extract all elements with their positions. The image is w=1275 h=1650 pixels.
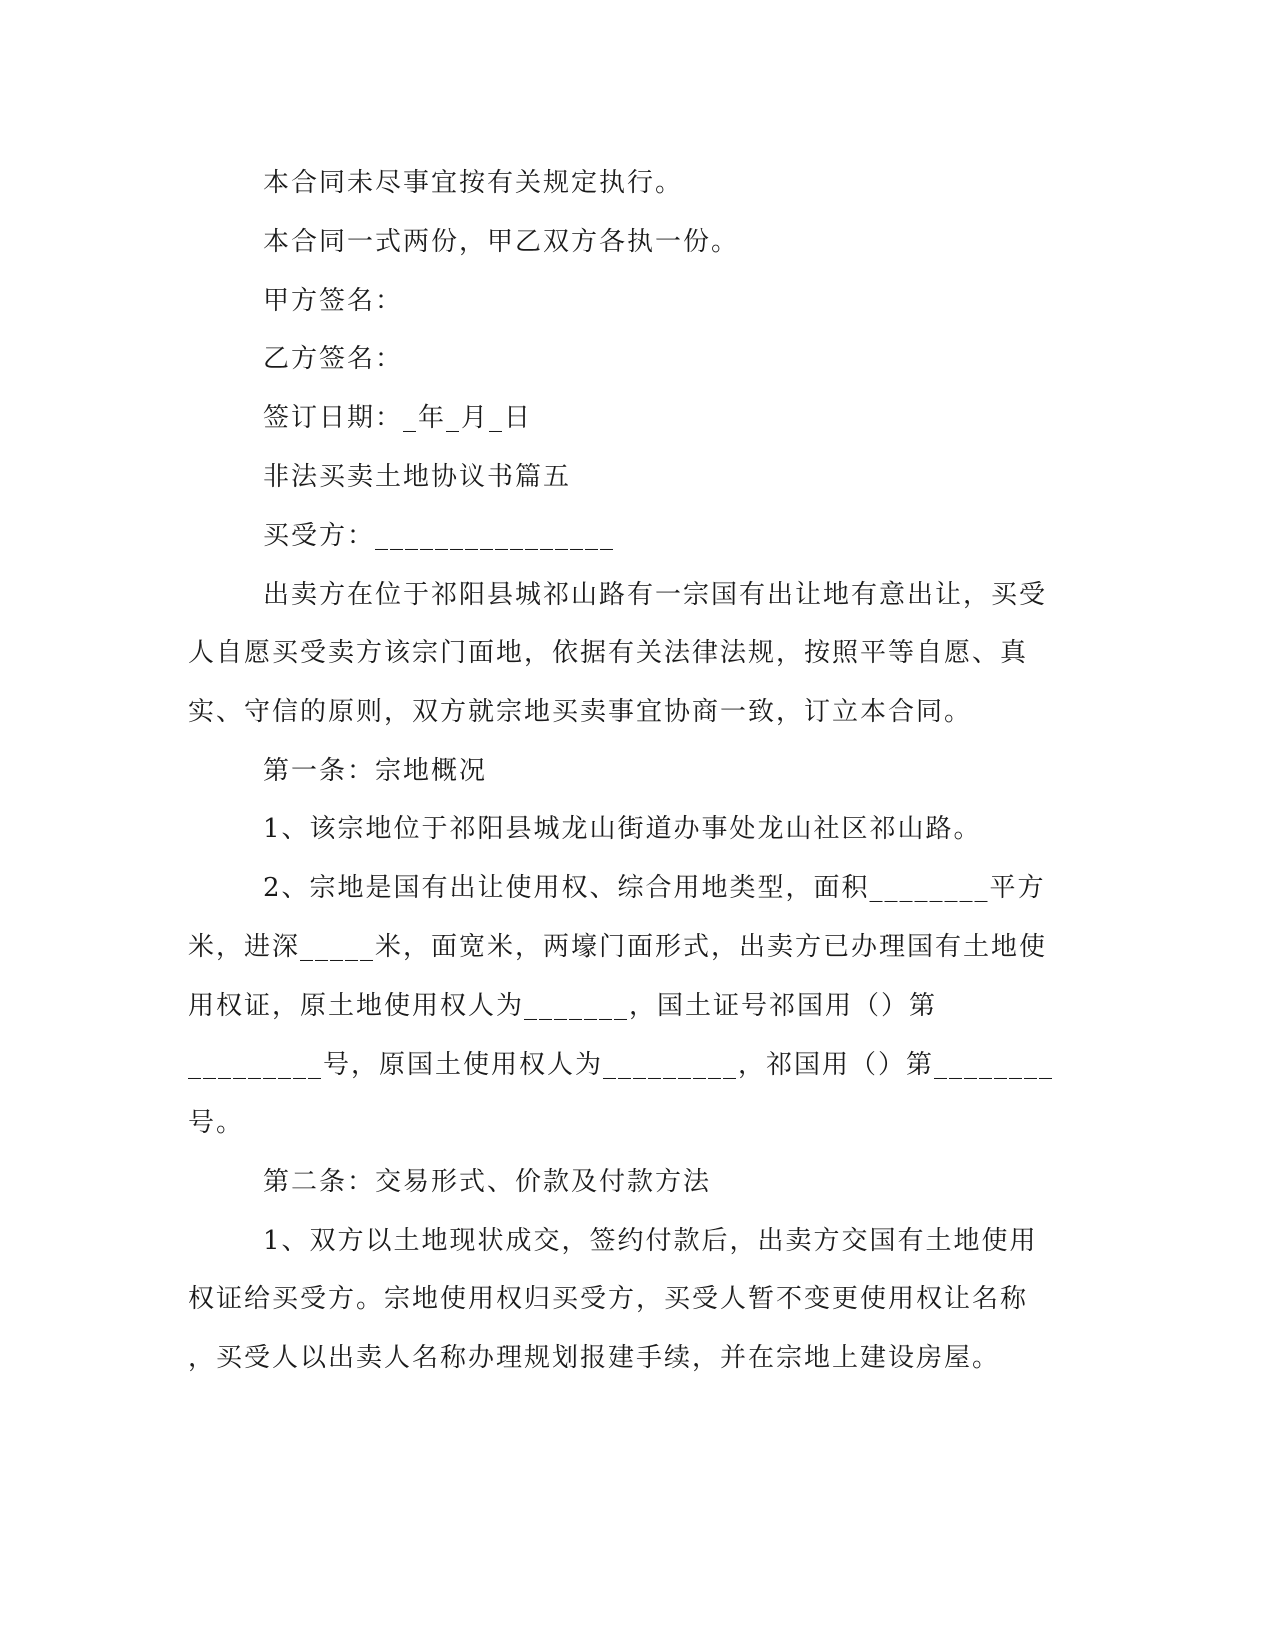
paragraph-line: 本合同一式两份，甲乙双方各执一份。 [263,227,740,257]
article-heading: 第二条：交易形式、价款及付款方法 [263,1167,712,1197]
paragraph-line: 用权证，原土地使用权人为_______，国土证号祁国用（）第 [188,991,938,1021]
paragraph-line: 号。 [188,1108,245,1138]
paragraph-line: _________号，原国土使用权人为_________，祁国用（）第________ [188,1050,1055,1080]
paragraph-line: 权证给买受方。宗地使用权归买受方，买受人暂不变更使用权让名称 [188,1284,1029,1314]
article-heading: 第一条：宗地概况 [263,756,488,786]
section-title: 非法买卖土地协议书篇五 [263,462,572,492]
paragraph-line: ，买受人以出卖人名称办理规划报建手续，并在宗地上建设房屋。 [188,1343,1001,1373]
paragraph-line: 本合同未尽事宜按有关规定执行。 [263,168,684,198]
paragraph-line: 实、守信的原则，双方就宗地买卖事宜协商一致，订立本合同。 [188,697,973,727]
paragraph-line: 米，进深_____米，面宽米，两壕门面形式，出卖方已办理国有土地使 [188,932,1048,962]
paragraph-line: 2、宗地是国有出让使用权、综合用地类型，面积________平方 [263,873,1046,903]
paragraph-line: 人自愿买受卖方该宗门面地，依据有关法律法规，按照平等自愿、真 [188,638,1029,668]
paragraph-line: 1、该宗地位于祁阳县城龙山街道办事处龙山社区祁山路。 [263,814,982,844]
paragraph-line: 1、双方以土地现状成交，签约付款后，出卖方交国有土地使用 [263,1226,1038,1256]
signing-date: 签订日期：_年_月_日 [263,403,533,433]
signature-party-b: 乙方签名： [263,344,404,374]
buyer-field: 买受方：________________ [263,521,616,551]
paragraph-line: 出卖方在位于祁阳县城祁山路有一宗国有出让地有意出让，买受 [263,580,1048,610]
signature-party-a: 甲方签名： [263,286,404,316]
